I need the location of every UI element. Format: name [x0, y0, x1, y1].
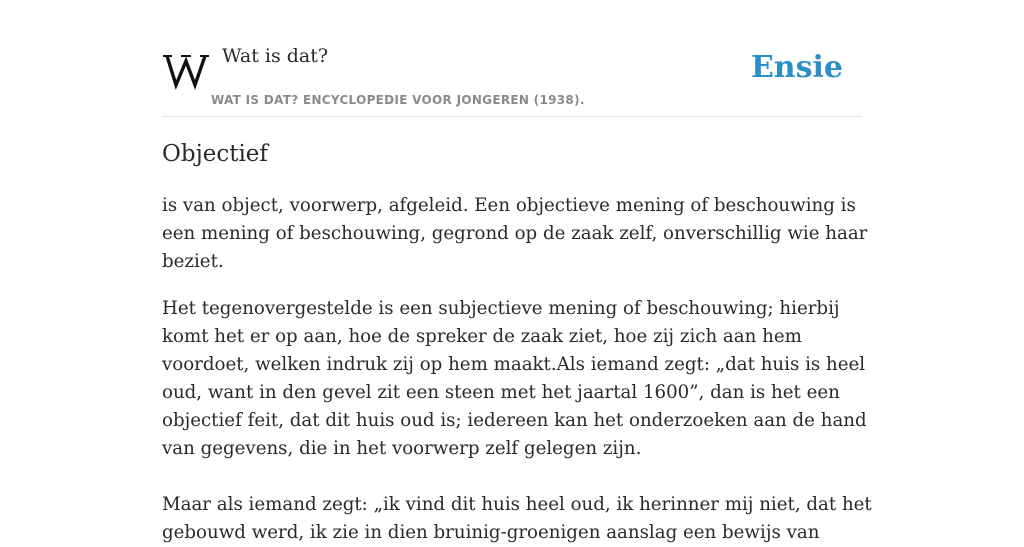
source-subtitle: WAT IS DAT? ENCYCLOPEDIE VOOR JONGEREN (1938). [211, 93, 585, 107]
article-paragraph: Maar als iemand zegt: „ik vind dit huis heel oud, ik herinner mij niet, dat het gebouwd werd, ik zie in dien bruinig-groenigen aanslag een bewijs van [162, 494, 872, 543]
article-title: Objectief [162, 141, 268, 167]
article-paragraph: is van object, voorwerp, afgeleid. Een objectieve mening of beschouwing is een mening of beschouwing, gegrond op de zaak zelf, onverschillig wie haar beziet. [162, 195, 868, 272]
brand-logo-link[interactable]: Ensie [750, 50, 843, 85]
wikipedia-w-icon [163, 51, 209, 89]
source-title-link[interactable]: Wat is dat? [222, 45, 329, 67]
article [162, 136, 872, 547]
article-paragraph: Het tegenovergestelde is een subjectieve mening of beschouwing; hierbij komt het er op aan, hoe de spreker de zaak ziet, hoe zij zich aan hem voordoet, welken indruk zij op hem maakt.Als iemand zegt: „dat huis is heel oud, want in den gevel zit een steen met het jaartal 1600”, dan is het een objectief feit, dat dit huis oud is; iedereen kan het onderzoeken aan de hand van gegevens, die in het voorwerp zelf gelegen zijn. [162, 298, 867, 459]
header [162, 40, 862, 117]
